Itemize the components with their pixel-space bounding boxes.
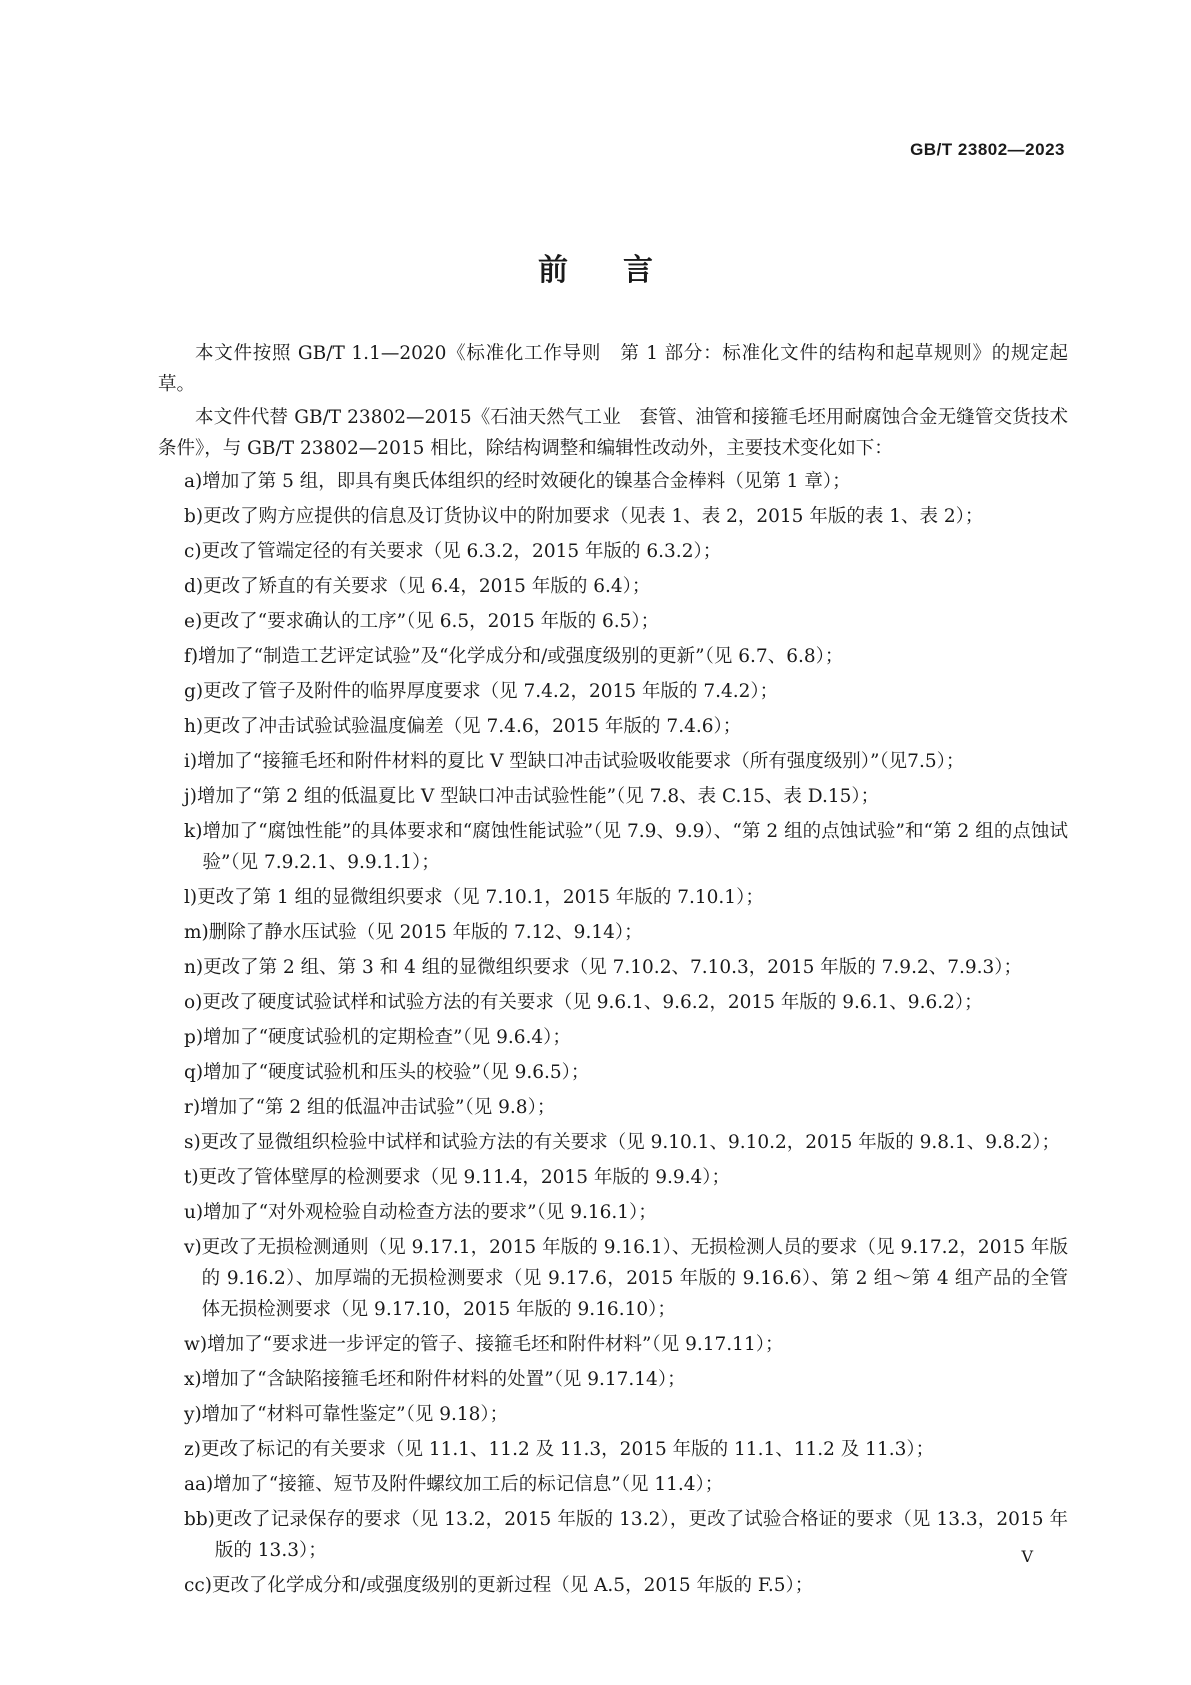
list-item xyxy=(158,917,1068,948)
list-item-label: aa) xyxy=(184,1474,214,1495)
list-item-text: 增加了“腐蚀性能”的具体要求和“腐蚀性能试验”（见 7.9、9.9）、“第 2 组的点蚀试验”和“第 2 组的点蚀试验”（见 7.9.2.1、9.9.1.1）； xyxy=(202,821,1068,873)
list-item-label: h) xyxy=(184,716,204,737)
list-item-text: 增加了“第 2 组的低温冲击试验”（见 9.8）； xyxy=(200,1097,556,1118)
list-item-text: 增加了“含缺陷接箍毛坯和附件材料的处置”（见 9.17.14）； xyxy=(201,1369,686,1390)
list-item xyxy=(158,466,1068,497)
list-item-text: 增加了“第 2 组的低温夏比 V 型缺口冲击试验性能”（见 7.8、表 C.15、表 D.15）； xyxy=(196,786,880,807)
list-item-text: 增加了“对外观检验自动检查方法的要求”（见 9.16.1）； xyxy=(203,1202,657,1223)
list-item-text: 增加了“硬度试验机和压头的校验”（见 9.6.5）； xyxy=(203,1062,590,1083)
list-item xyxy=(158,1364,1068,1395)
list-item-text: 更改了购方应提供的信息及订货协议中的附加要求（见表 1、表 2，2015 年版的表 1、表 2）； xyxy=(203,506,984,527)
list-item xyxy=(158,1469,1068,1500)
list-item-label: r) xyxy=(184,1097,201,1118)
list-item xyxy=(158,676,1068,707)
list-item xyxy=(158,606,1068,637)
list-item xyxy=(158,1434,1068,1465)
changes-list xyxy=(158,466,1068,1601)
list-item xyxy=(158,641,1068,672)
intro-paragraph-1: 本文件按照 GB/T 1.1—2020《标准化工作导则 第 1 部分：标准化文件的结构和起草规则》的规定起草。 xyxy=(158,343,1068,395)
list-item xyxy=(158,781,1068,812)
list-item xyxy=(158,1022,1068,1053)
page-number: V xyxy=(1021,1547,1033,1566)
list-item-label: g) xyxy=(184,681,204,702)
list-item-label: o) xyxy=(184,992,203,1013)
list-item-text: 更改了标记的有关要求（见 11.1、11.2 及 11.3，2015 年版的 11.1、11.2 及 11.3）； xyxy=(200,1439,935,1460)
list-item-text: 更改了管子及附件的临界厚度要求（见 7.4.2，2015 年版的 7.4.2）； xyxy=(203,681,779,702)
list-item-label: e) xyxy=(184,611,203,632)
list-item-text: 增加了“材料可靠性鉴定”（见 9.18）； xyxy=(201,1404,509,1425)
list-item xyxy=(158,711,1068,742)
list-item xyxy=(158,1329,1068,1360)
document-body xyxy=(158,338,1068,1605)
list-item-text: 更改了矫直的有关要求（见 6.4，2015 年版的 6.4）； xyxy=(203,576,651,597)
list-item-label: w) xyxy=(184,1334,208,1355)
list-item-text: 更改了管体壁厚的检测要求（见 9.11.4，2015 年版的 9.9.4）； xyxy=(198,1167,731,1188)
list-item-text: 更改了管端定径的有关要求（见 6.3.2，2015 年版的 6.3.2）； xyxy=(201,541,722,562)
list-item xyxy=(158,1504,1068,1566)
list-item xyxy=(158,1057,1068,1088)
list-item xyxy=(158,1232,1068,1325)
list-item-label: j) xyxy=(184,786,197,807)
list-item xyxy=(158,882,1068,913)
list-item-label: cc) xyxy=(184,1575,212,1596)
list-item-text: 增加了“制造工艺评定试验”及“化学成分和/或强度级别的更新”（见 6.7、6.8）； xyxy=(198,646,844,667)
list-item-label: a) xyxy=(184,471,203,492)
list-item-label: b) xyxy=(184,506,204,527)
list-item-label: n) xyxy=(184,957,204,978)
list-item-label: x) xyxy=(184,1369,202,1390)
list-item-text: 更改了“要求确认的工序”（见 6.5，2015 年版的 6.5）； xyxy=(202,611,660,632)
list-item-label: u) xyxy=(184,1202,204,1223)
list-item xyxy=(158,1127,1068,1158)
list-item-label: p) xyxy=(184,1027,204,1048)
list-item-label: f) xyxy=(184,646,199,667)
list-item xyxy=(158,1197,1068,1228)
list-item xyxy=(158,1162,1068,1193)
list-item-label: y) xyxy=(184,1404,202,1425)
list-item-label: d) xyxy=(184,576,204,597)
list-item-label: k) xyxy=(184,821,203,842)
list-item-text: 更改了硬度试验试样和试验方法的有关要求（见 9.6.1、9.6.2，2015 年版的 9.6.1、9.6.2）； xyxy=(202,992,983,1013)
list-item-label: bb) xyxy=(184,1509,215,1530)
list-item xyxy=(158,952,1068,983)
list-item xyxy=(158,1570,1068,1601)
list-item-label: t) xyxy=(184,1167,199,1188)
list-item-label: z) xyxy=(184,1439,201,1460)
list-item-text: 更改了冲击试验试验温度偏差（见 7.4.6，2015 年版的 7.4.6）； xyxy=(203,716,742,737)
list-item-text: 更改了第 1 组的显微组织要求（见 7.10.1，2015 年版的 7.10.1）； xyxy=(197,887,764,908)
list-item xyxy=(158,1092,1068,1123)
list-item-text: 更改了显微组织检验中试样和试验方法的有关要求（见 9.10.1、9.10.2，2015 年版的 9.8.1、9.8.2）； xyxy=(200,1132,1061,1153)
list-item-label: s) xyxy=(184,1132,201,1153)
intro-paragraph-2: 本文件代替 GB/T 23802—2015《石油天然气工业 套管、油管和接箍毛坯用耐腐蚀合金无缝管交货技术条件》，与 GB/T 23802—2015 相比，除结构调整和编辑性改动外，主要技术变化如下： xyxy=(158,407,1068,459)
list-item-label: l) xyxy=(184,887,198,908)
list-item xyxy=(158,746,1068,777)
list-item-text: 更改了记录保存的要求（见 13.2，2015 年版的 13.2），更改了试验合格证的要求（见 13.3，2015 年版的 13.3）； xyxy=(214,1509,1068,1561)
list-item-text: 更改了第 2 组、第 3 和 4 组的显微组织要求（见 7.10.2、7.10.3，2015 年版的 7.9.2、7.9.3）； xyxy=(203,957,1023,978)
list-item xyxy=(158,1399,1068,1430)
list-item xyxy=(158,816,1068,878)
list-item xyxy=(158,501,1068,532)
list-item-text: 增加了“硬度试验机的定期检查”（见 9.6.4）； xyxy=(203,1027,571,1048)
list-item-text: 增加了“接箍、短节及附件螺纹加工后的标记信息”（见 11.4）； xyxy=(213,1474,724,1495)
list-item-text: 增加了“要求进一步评定的管子、接箍毛坯和附件材料”（见 9.17.11）； xyxy=(207,1334,784,1355)
standard-number: GB/T 23802—2023 xyxy=(910,140,1065,159)
list-item-label: q) xyxy=(184,1062,204,1083)
list-item xyxy=(158,987,1068,1018)
list-item-text: 更改了无损检测通则（见 9.17.1，2015 年版的 9.16.1）、无损检测人员的要求（见 9.17.2，2015 年版的 9.16.2）、加厚端的无损检测要求（见 9.17.6，2015 年版的 9.16.6）、第 2 组～第 4 组产品的全管体无损检测要求（见 9.17.10，2015 年版的 9.16.10）； xyxy=(201,1237,1068,1320)
list-item-text: 删除了静水压试验（见 2015 年版的 7.12、9.14）； xyxy=(208,922,643,943)
list-item xyxy=(158,571,1068,602)
list-item-label: i) xyxy=(184,751,198,772)
page-title: 前言 xyxy=(538,253,708,288)
list-item-label: m) xyxy=(184,922,209,943)
list-item-text: 更改了化学成分和/或强度级别的更新过程（见 A.5，2015 年版的 F.5）； xyxy=(211,1575,814,1596)
list-item-text: 增加了第 5 组，即具有奥氏体组织的经时效硬化的镍基合金棒料（见第 1 章）； xyxy=(202,471,851,492)
list-item xyxy=(158,536,1068,567)
list-item-label: c) xyxy=(184,541,202,562)
list-item-text: 增加了“接箍毛坯和附件材料的夏比 V 型缺口冲击试验吸收能要求（所有强度级别）”（见7.5）； xyxy=(197,751,965,772)
list-item-label: v) xyxy=(184,1237,202,1258)
